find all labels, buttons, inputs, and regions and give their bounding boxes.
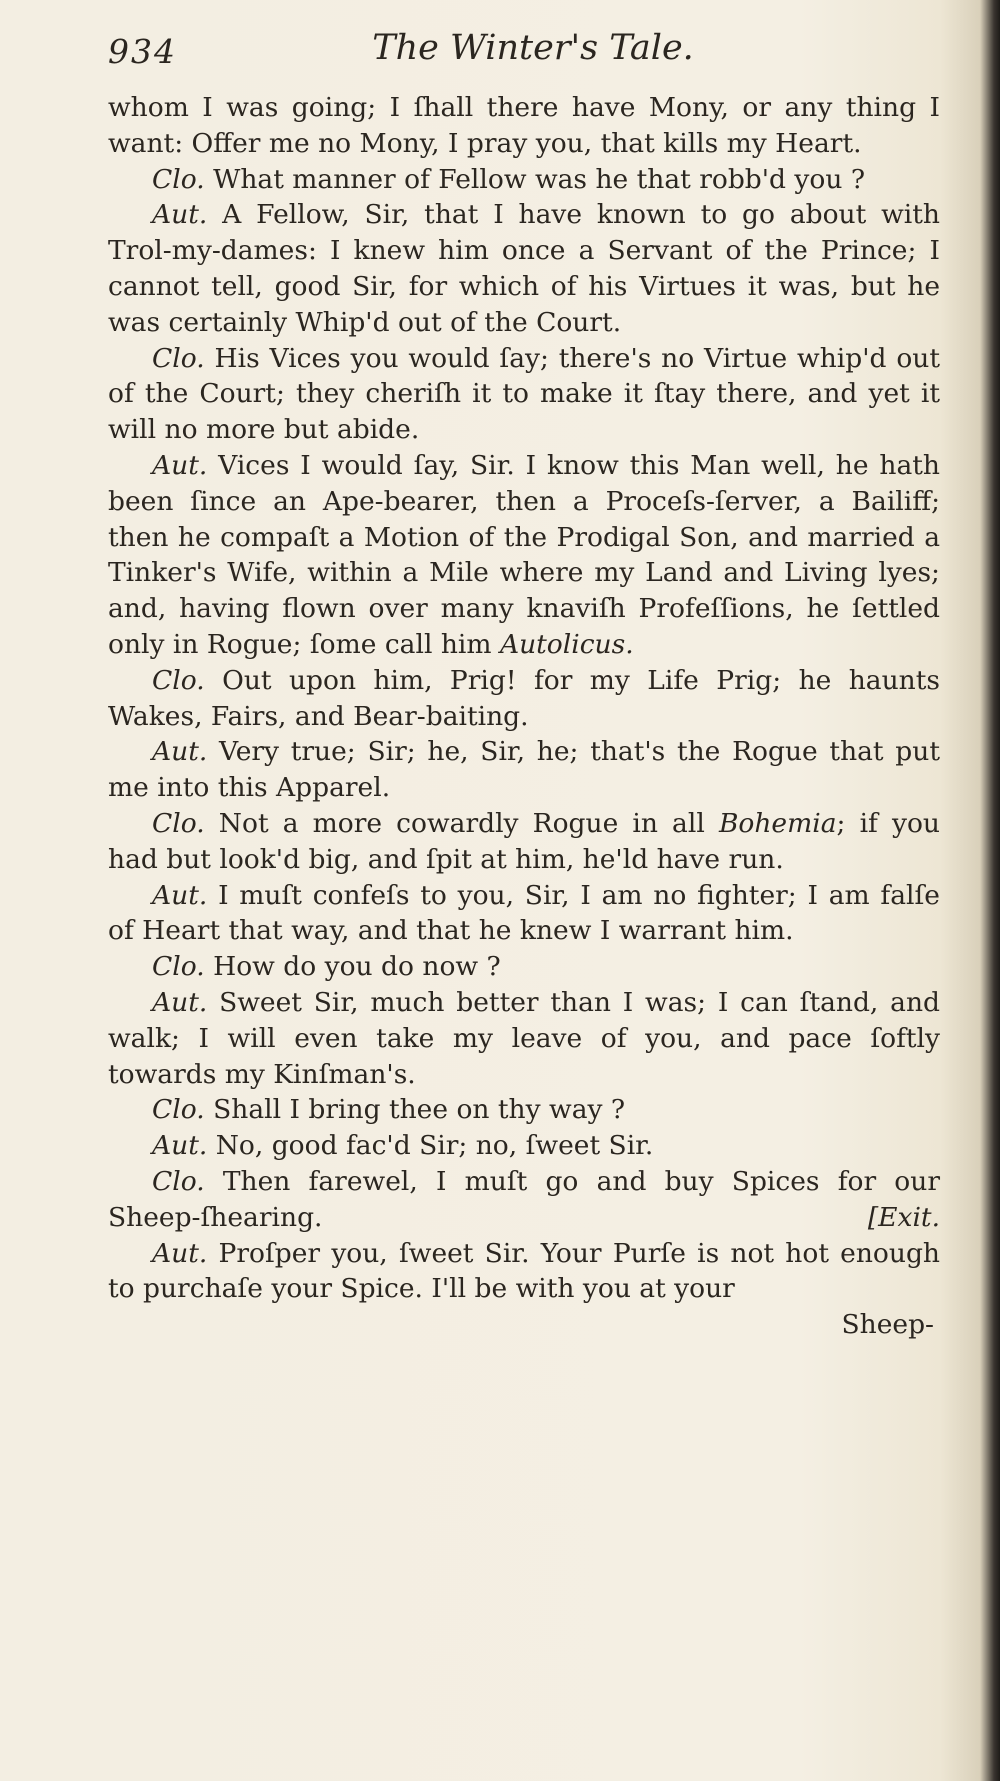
dialogue-text: Proſper you, ſweet Sir. Your Purſe is not hot enough to purchaſe your Spice. I'll be with you at your bbox=[108, 1237, 940, 1305]
dialogue-paragraph bbox=[108, 162, 940, 198]
page-number: 934 bbox=[108, 32, 177, 71]
speaker-name: Aut. bbox=[152, 449, 208, 481]
dialogue-paragraph bbox=[108, 663, 940, 735]
dialogue-paragraph bbox=[108, 806, 940, 878]
catchword bbox=[108, 1307, 940, 1343]
play-text bbox=[108, 90, 940, 1343]
dialogue-paragraph bbox=[108, 448, 940, 663]
dialogue-text: ; if you had but look'd big, and ſpit at him, he'ld have run. bbox=[108, 807, 940, 875]
dialogue-paragraph bbox=[108, 949, 940, 985]
speaker-name: Aut. bbox=[152, 1130, 208, 1162]
character-name-italic: Autolicus. bbox=[499, 628, 634, 660]
speaker-name: Aut. bbox=[152, 986, 208, 1018]
dialogue-paragraph bbox=[108, 90, 940, 162]
speaker-name: Clo. bbox=[152, 951, 205, 983]
speaker-name: Clo. bbox=[152, 664, 205, 696]
dialogue-paragraph bbox=[108, 197, 940, 340]
speaker-name: Aut. bbox=[152, 736, 208, 768]
dialogue-text: A Fellow, Sir, that I have known to go about with Trol-my-dames: I knew him once a Servant of the Prince; I cannot tell, good Sir, for which of his Virtues it was, but he was certainly Whip'd out of the Court. bbox=[108, 199, 940, 338]
stage-direction: [Exit. bbox=[867, 1201, 940, 1233]
dialogue-text: Then farewel, I muſt go and buy Spices for our Sheep-ſhearing. bbox=[108, 1165, 940, 1233]
dialogue-paragraph bbox=[108, 734, 940, 806]
dialogue-paragraph bbox=[108, 1092, 940, 1128]
dialogue-text: whom I was going; I ſhall there have Mony, or any thing I want: Offer me no Mony, I pray you, that kills my Heart. bbox=[108, 92, 940, 159]
speaker-name: Aut. bbox=[152, 879, 208, 911]
place-name-italic: Bohemia bbox=[718, 807, 837, 839]
speaker-name: Clo. bbox=[152, 1094, 205, 1126]
dialogue-text: I muſt confeſs to you, Sir, I am no fighter; I am falſe of Heart that way, and that he knew I warrant him. bbox=[108, 879, 940, 947]
running-title: The Winter's Tale. bbox=[372, 28, 694, 68]
speaker-name: Clo. bbox=[152, 1165, 205, 1197]
dialogue-text: What manner of Fellow was he that robb'd you ? bbox=[213, 163, 866, 195]
dialogue-text: How do you do now ? bbox=[213, 951, 501, 983]
dialogue-paragraph bbox=[108, 878, 940, 950]
speaker-name: Clo. bbox=[152, 163, 205, 195]
dialogue-text: Not a more cowardly Rogue in all bbox=[218, 807, 705, 839]
dialogue-text: Shall I bring thee on thy way ? bbox=[213, 1094, 626, 1126]
dialogue-text: His Vices you would ſay; there's no Virtue whip'd out of the Court; they cheriſh it to make it ſtay there, and yet it will no more but abide. bbox=[108, 342, 940, 446]
dialogue-paragraph bbox=[108, 985, 940, 1092]
dialogue-text: Very true; Sir; he, Sir, he; that's the Rogue that put me into this Apparel. bbox=[108, 736, 940, 804]
page-header bbox=[108, 22, 938, 82]
dialogue-text: No, good fac'd Sir; no, ſweet Sir. bbox=[215, 1130, 654, 1162]
speaker-name: Clo. bbox=[152, 807, 205, 839]
dialogue-text: Out upon him, Prig! for my Life Prig; he haunts Wakes, Fairs, and Bear-baiting. bbox=[108, 664, 940, 732]
dialogue-text: Sweet Sir, much better than I was; I can ſtand, and walk; I will even take my leave of you, and pace ſoftly towards my Kinſman's. bbox=[108, 986, 940, 1090]
dialogue-paragraph bbox=[108, 1128, 940, 1164]
dialogue-paragraph bbox=[108, 1236, 940, 1308]
speaker-name: Clo. bbox=[152, 342, 205, 374]
dialogue-paragraph bbox=[108, 1164, 940, 1236]
catchword-text: Sheep- bbox=[841, 1309, 934, 1341]
speaker-name: Aut. bbox=[152, 1237, 208, 1269]
dialogue-paragraph bbox=[108, 341, 940, 448]
speaker-name: Aut. bbox=[152, 199, 208, 231]
dialogue-text: Vices I would ſay, Sir. I know this Man well, he hath been ſince an Ape-bearer, then a Proceſs-ſerver, a Bailiff; then he compaſt a Motion of the Prodigal Son, and married a Tinker's Wife, within a Mile where my Land and Living lyes; and, having flown over many knaviſh Profeſſions, he ſettled only in Rogue; ſome call him bbox=[108, 449, 940, 660]
